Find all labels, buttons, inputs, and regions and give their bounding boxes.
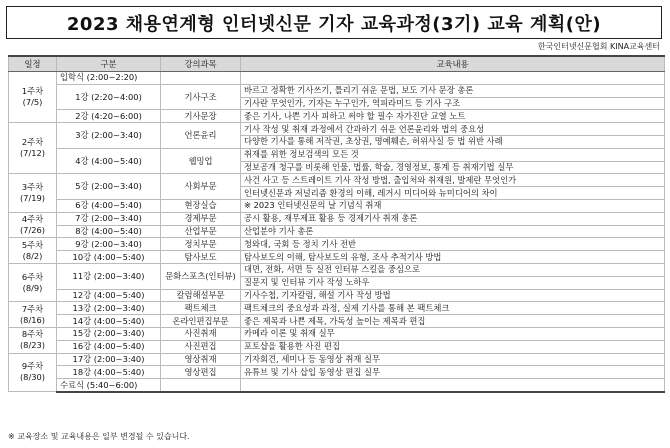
content-cell: 바르고 정확한 기사쓰기, 틀리기 쉬운 문법, 보도 기사 문장 총론 <box>241 84 665 97</box>
content-cell: 좋은 제목과 나쁜 제목, 가독성 높이는 제목과 편집 <box>241 315 665 328</box>
lecture-cell: 7강 (2:00~3:40) <box>57 212 161 225</box>
course-cell: 기사구조 <box>161 84 241 110</box>
week-label: 3주차 <box>21 182 44 193</box>
table-row <box>9 366 665 379</box>
course-cell: 문화스포츠(인터뷰) <box>161 263 241 289</box>
content-cell: 기사수첩, 기자칼럼, 해설 기사 작성 방법 <box>241 289 665 302</box>
title-box <box>6 6 662 39</box>
table-row <box>9 238 665 251</box>
course-cell: 경제부문 <box>161 212 241 225</box>
lecture-cell: 4강 (4:00~5:40) <box>57 148 161 174</box>
week-cell <box>9 72 57 123</box>
lecture-cell: 10강 (4:00~5:40) <box>57 251 161 264</box>
course-cell: 팩트체크 <box>161 302 241 315</box>
week-label: 6주차 <box>21 271 44 282</box>
table-row <box>9 199 665 212</box>
week-date: (7/26) <box>19 225 46 236</box>
organization-label: 한국인터넷신문협회 KINA교육센터 <box>537 42 660 51</box>
schedule-table <box>8 55 665 393</box>
week-cell <box>9 238 57 264</box>
content-cell: 기사란 무엇인가, 기자는 누구인가, 역피라미드 등 기사 구조 <box>241 97 665 110</box>
week-date: (7/12) <box>19 148 46 159</box>
lecture-cell: 11강 (2:00~3:40) <box>57 263 161 289</box>
week-label: 9주차 <box>21 361 44 372</box>
course-cell: 온라인편집부문 <box>161 315 241 328</box>
opening-ceremony: 입학식 (2:00~2:20) <box>57 72 161 85</box>
table-row <box>9 110 665 123</box>
footnote: ※ 교육장소 및 교육내용은 일부 변경될 수 있습니다. <box>8 432 190 441</box>
header-week: 일정 <box>9 56 57 72</box>
course-cell: 현장실습 <box>161 199 241 212</box>
table-row <box>9 327 665 340</box>
table-row <box>9 148 665 161</box>
week-cell <box>9 327 57 353</box>
week-date: (8/2) <box>22 250 43 261</box>
content-cell: 취재를 위한 정보검색의 모든 것 <box>241 148 665 161</box>
page-title: 2023 채용연계형 인터넷신문 기자 교육과정(3기) 교육 계획(안) <box>66 13 602 35</box>
table-row <box>9 225 665 238</box>
week-label: 1주차 <box>21 86 44 97</box>
week-label: 4주차 <box>21 214 44 225</box>
lecture-cell: 3강 (2:00~3:40) <box>57 123 161 149</box>
table-row <box>9 379 665 392</box>
content-cell: 산업분야 기사 총론 <box>241 225 665 238</box>
week-cell <box>9 353 57 392</box>
empty-cell <box>241 72 665 85</box>
lecture-cell: 17강 (2:00~3:40) <box>57 353 161 366</box>
table-row <box>9 289 665 302</box>
course-cell: 사회부문 <box>161 174 241 200</box>
table-row <box>9 353 665 366</box>
header-content: 교육내용 <box>241 56 665 72</box>
week-date: (8/9) <box>22 282 43 293</box>
course-cell: 사진취재 <box>161 327 241 340</box>
course-cell: 칼럼해설부문 <box>161 289 241 302</box>
content-cell: 기사 작성 및 취재 과정에서 간과하기 쉬운 언론윤리와 법의 중요성 <box>241 123 665 136</box>
week-label: 8주차 <box>21 329 44 340</box>
lecture-cell: 5강 (2:00~3:40) <box>57 174 161 200</box>
table-row <box>9 212 665 225</box>
course-cell: 언론윤리 <box>161 123 241 149</box>
content-cell: 좋은 기사, 나쁜 기사 피하고 써야 할 필수 자가진단 교열 노트 <box>241 110 665 123</box>
content-cell: 청와대, 국회 등 정치 기사 전반 <box>241 238 665 251</box>
week-cell <box>9 302 57 328</box>
course-cell: 영상취재 <box>161 353 241 366</box>
lecture-cell: 12강 (4:00~5:40) <box>57 289 161 302</box>
schedule-body <box>9 72 665 392</box>
week-cell <box>9 123 57 174</box>
table-row <box>9 174 665 187</box>
header-lecture: 구분 <box>57 56 161 72</box>
lecture-cell: 6강 (4:00~5:40) <box>57 199 161 212</box>
week-date: (8/23) <box>19 340 46 351</box>
week-cell <box>9 212 57 238</box>
content-cell: 다양한 기사를 통해 저작권, 초상권, 명예훼손, 허위사실 등 법 위반 사례 <box>241 135 665 148</box>
course-cell: 기사문장 <box>161 110 241 123</box>
lecture-cell: 14강 (4:00~5:40) <box>57 315 161 328</box>
lecture-cell: 1강 (2:20~4:00) <box>57 84 161 110</box>
content-cell: 팩트체크의 중요성과 과정, 실제 기사를 통해 본 팩트체크 <box>241 302 665 315</box>
course-cell: 정치부문 <box>161 238 241 251</box>
table-header-row <box>9 56 665 72</box>
content-cell: 유튜브 및 기사 삽입 동영상 편집 실무 <box>241 366 665 379</box>
closing-ceremony: 수료식 (5:40~6:00) <box>57 379 161 392</box>
table-row <box>9 123 665 136</box>
week-cell <box>9 263 57 301</box>
content-cell: 탐사보도의 이해, 탐사보도의 유형, 조사 추적기사 방법 <box>241 251 665 264</box>
table-row <box>9 84 665 97</box>
lecture-cell: 16강 (4:00~5:40) <box>57 340 161 353</box>
week-date: (8/30) <box>19 372 46 383</box>
course-cell: 산업부문 <box>161 225 241 238</box>
lecture-cell: 18강 (4:00~5:40) <box>57 366 161 379</box>
content-cell: 대면, 전화, 서면 등 실전 인터뷰 스킬을 중심으로 <box>241 263 665 276</box>
empty-cell <box>161 379 241 392</box>
week-cell <box>9 174 57 212</box>
week-date: (7/5) <box>22 97 43 108</box>
content-cell: 질문지 및 인터뷰 기사 작성 노하우 <box>241 276 665 289</box>
empty-cell <box>241 379 665 392</box>
course-cell: 사진편집 <box>161 340 241 353</box>
week-label: 5주차 <box>21 239 44 250</box>
lecture-cell: 9강 (2:00~3:40) <box>57 238 161 251</box>
content-cell: ※ 2023 인터넷신문의 날 기념식 취재 <box>241 199 665 212</box>
header-course: 강의과목 <box>161 56 241 72</box>
content-cell: 정보공개 청구를 비롯해 인물, 법률, 학술, 경영정보, 통계 등 취재기법 실무 <box>241 161 665 174</box>
content-cell: 포토샵을 활용한 사진 편집 <box>241 340 665 353</box>
table-row <box>9 72 665 85</box>
course-cell: 웹밍업 <box>161 148 241 174</box>
week-date: (7/19) <box>19 193 46 204</box>
lecture-cell: 13강 (2:00~3:40) <box>57 302 161 315</box>
table-row <box>9 302 665 315</box>
table-row <box>9 315 665 328</box>
week-label: 2주차 <box>21 137 44 148</box>
content-cell: 카메라 이론 및 취재 실무 <box>241 327 665 340</box>
week-date: (8/16) <box>19 314 46 325</box>
course-cell: 탐사보도 <box>161 251 241 264</box>
table-row <box>9 340 665 353</box>
table-row <box>9 251 665 264</box>
table-row <box>9 263 665 276</box>
lecture-cell: 2강 (4:20~6:00) <box>57 110 161 123</box>
course-cell: 영상편집 <box>161 366 241 379</box>
content-cell: 인터넷신문과 저널리즘 환경의 이해, 레거시 미디어와 뉴미디어의 차이 <box>241 187 665 200</box>
empty-cell <box>161 72 241 85</box>
content-cell: 기자회견, 세미나 등 동영상 취재 실무 <box>241 353 665 366</box>
lecture-cell: 15강 (2:00~3:40) <box>57 327 161 340</box>
content-cell: 사건 사고 등 스트레이트 기사 작성 방법, 출입처와 취재원, 발제란 무엇인가 <box>241 174 665 187</box>
week-label: 7주차 <box>21 303 44 314</box>
content-cell: 공시 활용, 재무제표 활용 등 경제기사 취재 총론 <box>241 212 665 225</box>
lecture-cell: 8강 (4:00~5:40) <box>57 225 161 238</box>
